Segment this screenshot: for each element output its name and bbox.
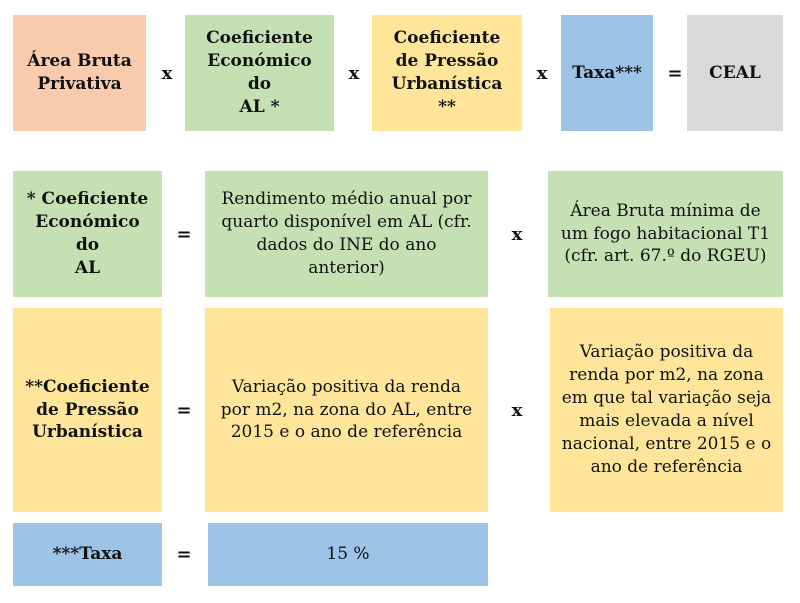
tax-value-box: 15 % bbox=[208, 523, 488, 586]
multiply-operator: x bbox=[511, 399, 523, 421]
variacao-renda-nacional-box: Variação positiva da renda por m2, na zona em que tal variação seja mais elevada a nível nacional, entre 2015 e o ano de referência bbox=[550, 308, 783, 512]
area-bruta-minima-box: Área Bruta mínima de um fogo habitacional T1 (cfr. art. 67.º do RGEU) bbox=[548, 171, 783, 297]
multiply-operator: x bbox=[536, 62, 548, 84]
area-bruta-privativa-box: Área Bruta Privativa bbox=[13, 15, 146, 131]
tax-label: ***Taxa bbox=[13, 523, 162, 586]
multiply-operator: x bbox=[511, 223, 523, 245]
equals-operator: = bbox=[176, 223, 192, 245]
coeficiente-economico-box: Coeficiente Económico do AL * bbox=[185, 15, 334, 131]
multiply-operator: x bbox=[161, 62, 173, 84]
rendimento-medio-box: Rendimento médio anual por quarto disponível em AL (cfr. dados do INE do ano anterior) bbox=[205, 171, 488, 297]
equals-operator: = bbox=[176, 399, 192, 421]
multiply-operator: x bbox=[348, 62, 360, 84]
variacao-renda-zona-box: Variação positiva da renda por m2, na zona do AL, entre 2015 e o ano de referência bbox=[205, 308, 488, 512]
equals-operator: = bbox=[667, 62, 683, 84]
urban-pressure-label: **Coeficiente de Pressão Urbanística bbox=[13, 308, 162, 512]
taxa-box: Taxa*** bbox=[561, 15, 653, 131]
equals-operator: = bbox=[176, 543, 192, 565]
economic-coefficient-label: * Coeficiente Económico do AL bbox=[13, 171, 162, 297]
coeficiente-pressao-box: Coeficiente de Pressão Urbanística ** bbox=[372, 15, 522, 131]
ceal-result-box: CEAL bbox=[687, 15, 783, 131]
